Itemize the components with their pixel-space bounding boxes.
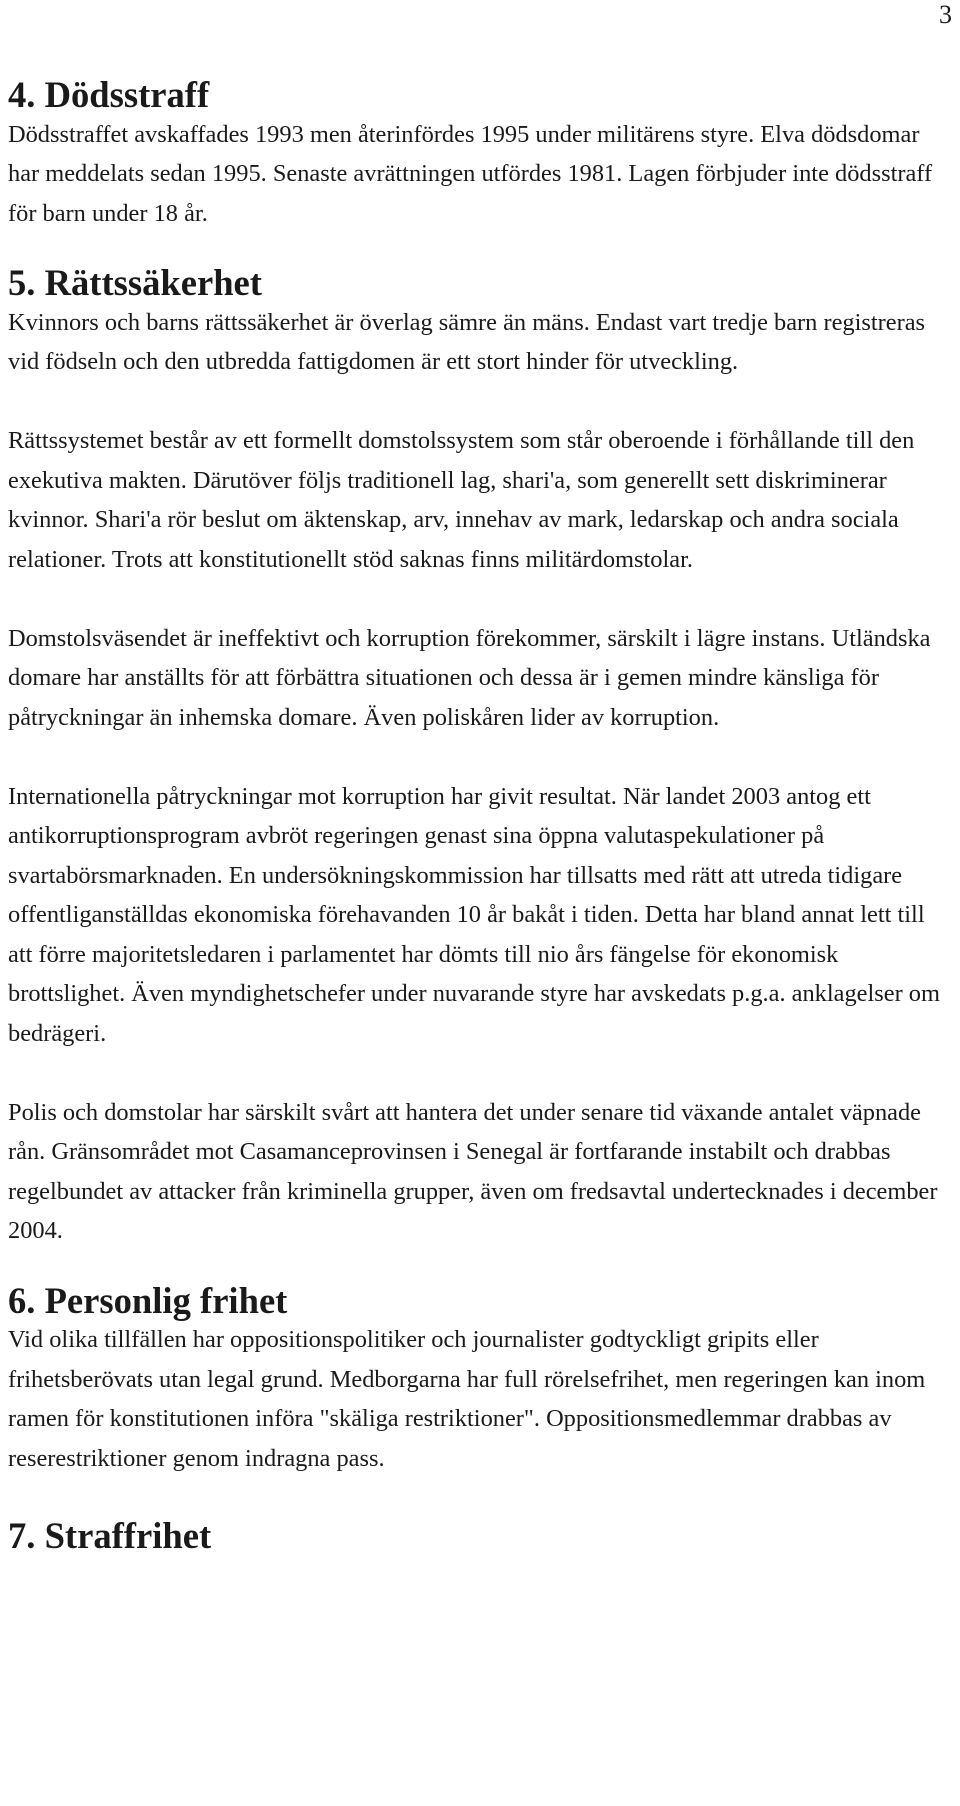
- paragraph: Polis och domstolar har särskilt svårt att hantera det under senare tid växande antalet väpnade rån. Gränsområdet mot Casamanceprovinsen i Senegal är fortfarande instabilt och drabbas regelbundet av attacker från kriminella grupper, även om fredsavtal undertecknades i december 2004.: [8, 1098, 938, 1244]
- paragraph: Vid olika tillfällen har oppositionspolitiker och journalister godtyckligt gripits eller frihetsberövats utan legal grund. Medborgarna har full rörelsefrihet, men regeringen kan inom ramen för konstitutionen införa "skäliga restriktioner". Oppositionsmedlemmar drabbas av reserestriktioner genom indragna pass.: [8, 1326, 926, 1472]
- paragraph: Dödsstraffet avskaffades 1993 men återinfördes 1995 under militärens styre. Elva dödsdomar har meddelats sedan 1995. Senaste avrättningen utfördes 1981. Lagen förbjuder inte dödsstraff för barn under 18 år.: [8, 120, 933, 227]
- document-body: [8, 75, 940, 1556]
- paragraph: Kvinnors och barns rättssäkerhet är överlag sämre än mäns. Endast vart tredje barn registreras vid födseln och den utbredda fattigdomen är ett stort hinder för utveckling.: [8, 308, 926, 375]
- paragraph: Rättssystemet består av ett formellt domstolssystem som står oberoende i förhållande till den exekutiva makten. Därutöver följs traditionell lag, shari'a, som generellt sett diskriminerar kvinnor. Shari'a rör beslut om äktenskap, arv, innehav av mark, ledarskap och andra sociala relationer. Trots att konstitutionellt stöd saknas finns militärdomstolar.: [8, 427, 915, 573]
- section-heading-straffrihet: 7. Straffrihet: [8, 1515, 212, 1556]
- paragraph: Domstolsväsendet är ineffektivt och korruption förekommer, särskilt i lägre instans. Utländska domare har anställts för att förbättra situationen och dessa är i gemen mindre känsliga för påtryckningar än inhemska domare. Även poliskåren lider av korruption.: [8, 624, 931, 731]
- paragraph: Internationella påtryckningar mot korruption har givit resultat. När landet 2003 antog ett antikorruptionsprogram avbröt regeringen genast sina öppna valutaspekulationer på svartabörsmarknaden. En undersökningskommission har tillsatts med rätt att utreda tidigare offentliganställdas ekonomiska förehavanden 10 år bakåt i tiden. Detta har bland annat lett till att förre majoritetsledaren i parlamentet har dömts till nio års fängelse för ekonomisk brottslighet. Även myndighetschefer under nuvarande styre har avskedats p.g.a. anklagelser om bedrägeri.: [8, 782, 940, 1047]
- page-number: 3: [939, 0, 952, 29]
- section-heading-rattssakerhet: 5. Rättssäkerhet: [8, 262, 262, 303]
- section-heading-personlig-frihet: 6. Personlig frihet: [8, 1279, 288, 1321]
- section-heading-dodsstraff: 4. Dödsstraff: [8, 74, 210, 115]
